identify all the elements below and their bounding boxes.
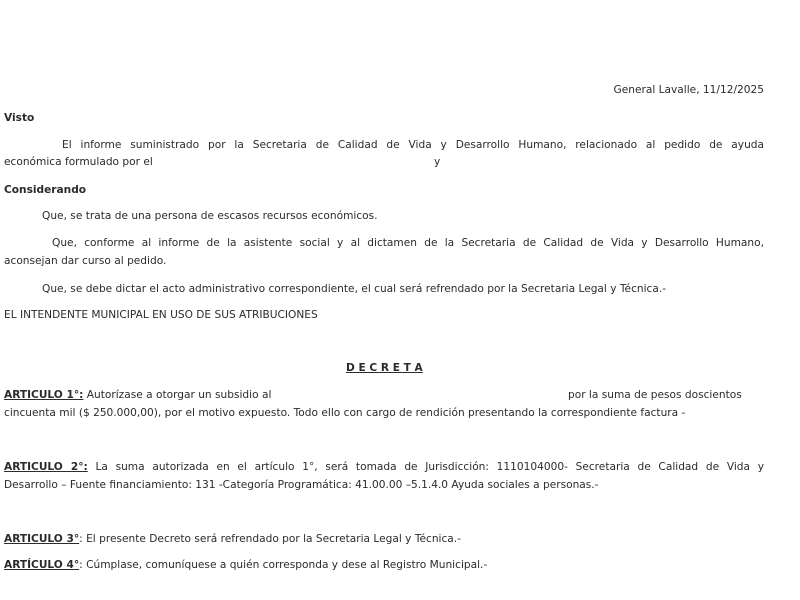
articulo-1-label: ARTICULO 1°:	[4, 389, 84, 401]
articulo-2-line-1	[4, 461, 764, 473]
date-line: General Lavalle, 11/12/2025	[613, 84, 764, 96]
articulo-2-label: ARTICULO 2°:	[4, 461, 88, 473]
articulo-1-line-2: cincuenta mil ($ 250.000,00), por el motivo expuesto. Todo ello con cargo de rendición presentando la correspondiente factura -	[4, 407, 686, 419]
articulo-3-label: ARTICULO 3°	[4, 533, 80, 545]
articulo-1-line-1	[4, 389, 271, 401]
visto-line-1: El informe suministrado por la Secretaria de Calidad de Vida y Desarrollo Humano, relacionado al pedido de ayuda	[62, 139, 764, 151]
articulo-4-label: ARTÍCULO 4°	[4, 559, 80, 571]
considerando-p2-line-2: aconsejan dar curso al pedido.	[4, 255, 167, 267]
articulo-1-text-a: Autorízase a otorgar un subsidio al	[86, 389, 272, 401]
considerando-p1: Que, se trata de una persona de escasos recursos económicos.	[42, 210, 378, 222]
considerando-p3: Que, se debe dictar el acto administrativo correspondiente, el cual será refrendado por la Secretaria Legal y Técnica.-	[42, 283, 667, 295]
articulo-4-text: : Cúmplase, comuníquese a quién corresponda y dese al Registro Municipal.-	[79, 559, 488, 571]
articulo-4-line	[4, 559, 487, 571]
decreta-heading: D E C R E T A	[346, 362, 423, 374]
intendente-line: EL INTENDENTE MUNICIPAL EN USO DE SUS ATRIBUCIONES	[4, 309, 318, 321]
articulo-3-text: : El presente Decreto será refrendado por la Secretaria Legal y Técnica.-	[79, 533, 461, 545]
articulo-1-text-b: por la suma de pesos doscientos	[568, 389, 742, 401]
articulo-2-line-2: Desarrollo – Fuente financiamiento: 131 -Categoría Programática: 41.00.00 –5.1.4.0 Ayuda sociales a personas.-	[4, 479, 599, 491]
visto-heading: Visto	[4, 112, 35, 124]
visto-line-2-start: económica formulado por el	[4, 156, 153, 168]
considerando-p2-line-1: Que, conforme al informe de la asistente social y al dictamen de la Secretaria de Calidad de Vida y Desarrollo Humano,	[52, 237, 764, 249]
visto-line-2-end: y	[434, 156, 441, 168]
articulo-2-text: La suma autorizada en el artículo 1°, será tomada de Jurisdicción: 1110104000- Secretaria de Calidad de Vida y	[95, 461, 764, 473]
articulo-3-line	[4, 533, 461, 545]
considerando-heading: Considerando	[4, 184, 87, 196]
